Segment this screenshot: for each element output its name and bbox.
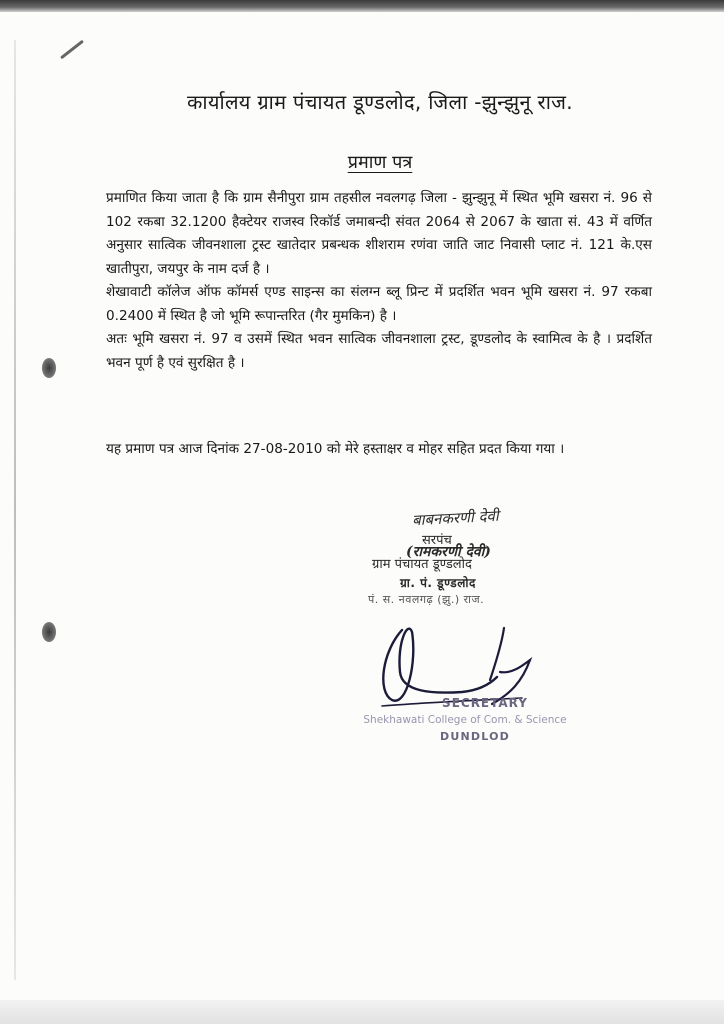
paragraph-land-record: प्रमाणित किया जाता है कि ग्राम सैनीपुरा ग्राम तहसील नवलगढ़ जिला - झुन्झुनू में स्थित भूमि खसरा नं. 96 से 102 रकबा 32.1200 हैक्टेयर राजस्व रिकॉर्ड जमाबन्दी संवत 2064 से 2067 के खाता सं. 43 में वर्णित अनुसार सात्विक जीवनशाला ट्रस्ट खातेदार प्रबन्धक शीशराम रणंवा जाति जाट निवासी प्लाट नं. 121 के.एस खातीपुरा, जयपुर के नाम दर्ज है । (106, 190, 652, 277)
punch-hole-bottom (42, 622, 56, 642)
stamp-panchayat: ग्राम पंचायत डूण्डलोद (372, 557, 472, 572)
stamp-tehsil: पं. स. नवलगढ़ (झु.) राज. (368, 593, 485, 606)
secretary-place: DUNDLOD (440, 730, 510, 743)
page-fold-line (14, 40, 16, 980)
scan-top-edge (0, 0, 724, 12)
certificate-body (106, 187, 652, 375)
paragraph-college-building: शेखावाटी कॉलेज ऑफ कॉमर्स एण्ड साइन्स का संलग्न ब्लू प्रिन्ट में प्रदर्शित भवन भूमि खसरा नं. 97 रकबा 0.2400 में स्थित है जो भूमि रूपान्तरित (गैर मुमकिन) है । (106, 284, 652, 324)
secretary-title: SECRETARY (442, 696, 528, 710)
closing-statement: यह प्रमाण पत्र आज दिनांक 27-08-2010 को मेरे हस्ताक्षर व मोहर सहित प्रदत किया गया । (106, 441, 565, 457)
sarpanch-name: (रामकरणी देवी) (406, 544, 491, 560)
stamp-panchayat-short: ग्रा. पं. डूण्डलोद (400, 576, 476, 590)
certificate-title: प्रमाण पत्र (347, 152, 413, 173)
scan-bottom-edge (0, 1000, 724, 1024)
punch-hole-top (42, 358, 56, 378)
office-heading: कार्यालय ग्राम पंचायत डूण्डलोद, जिला -झुन्झुनू राज. (187, 90, 573, 114)
secretary-stamp (350, 696, 580, 743)
staple-mark (60, 40, 84, 60)
secretary-college: Shekhawati College of Com. & Science (363, 714, 567, 726)
paragraph-ownership: अतः भूमि खसरा नं. 97 व उसमें स्थित भवन सात्विक जीवनशाला ट्रस्ट, डूण्डलोद के स्वामित्व के है । प्रदर्शित भवन पूर्ण है एवं सुरक्षित है । (106, 331, 652, 371)
sarpanch-stamp (368, 506, 576, 608)
sarpanch-signature-name: बाबनकरणी देवी (411, 506, 500, 530)
sarpanch-role: सरपंच (422, 533, 452, 548)
